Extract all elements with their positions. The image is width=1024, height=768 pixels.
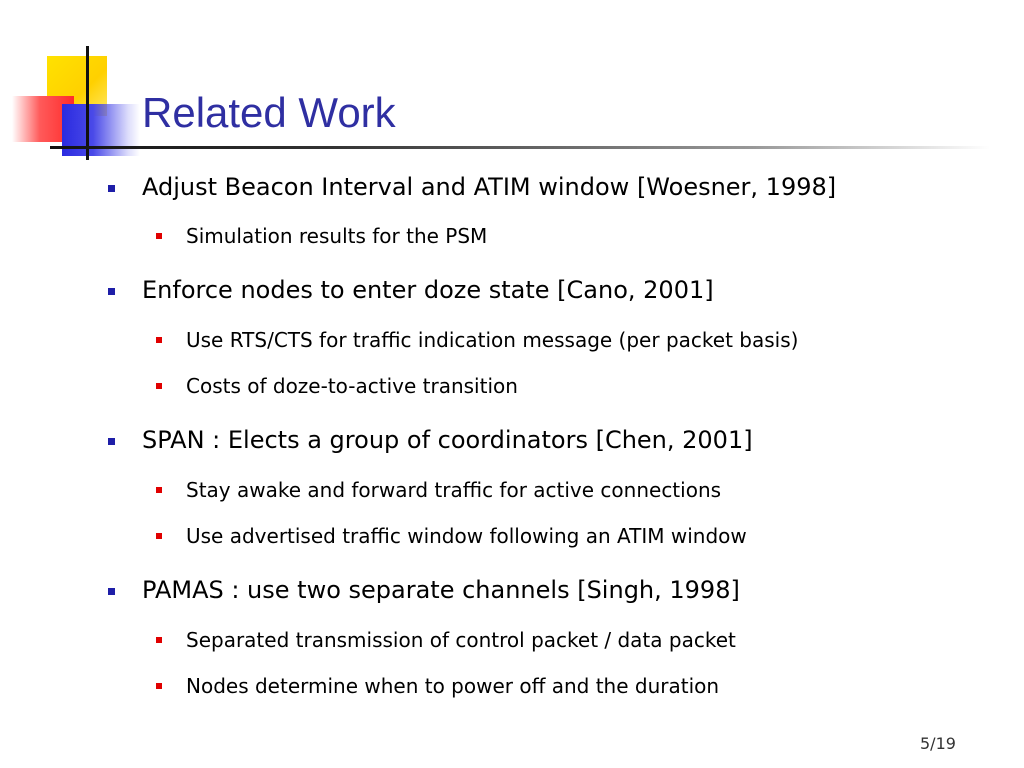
page-number: 5/19 xyxy=(920,734,956,753)
square-sub-bullet-icon xyxy=(156,233,162,239)
sub-bullet-item xyxy=(156,674,719,698)
sub-bullet-item xyxy=(156,328,798,352)
square-sub-bullet-icon xyxy=(156,637,162,643)
sub-bullet-text: Nodes determine when to power off and the duration xyxy=(186,674,720,698)
slide-title: Related Work xyxy=(142,89,396,136)
sub-bullet-text: Costs of doze-to-active transition xyxy=(186,374,518,398)
square-bullet-icon xyxy=(108,588,115,595)
vertical-line-decoration xyxy=(86,46,89,160)
bullet-text: Adjust Beacon Interval and ATIM window [Woesner, 1998] xyxy=(142,173,837,201)
bullet-item xyxy=(108,426,753,454)
bullet-text: Enforce nodes to enter doze state [Cano, 2001] xyxy=(142,276,714,304)
square-sub-bullet-icon xyxy=(156,383,162,389)
sub-bullet-item xyxy=(156,524,747,548)
square-bullet-icon xyxy=(108,185,115,192)
bullet-item xyxy=(108,173,836,201)
sub-bullet-text: Stay awake and forward traffic for active connections xyxy=(186,478,722,502)
bullet-text: PAMAS : use two separate channels [Singh, 1998] xyxy=(142,576,740,604)
square-bullet-icon xyxy=(108,288,115,295)
square-sub-bullet-icon xyxy=(156,683,162,689)
sub-bullet-text: Separated transmission of control packet / data packet xyxy=(186,628,736,652)
sub-bullet-item xyxy=(156,224,487,248)
square-sub-bullet-icon xyxy=(156,533,162,539)
sub-bullet-item xyxy=(156,628,736,652)
title-underline xyxy=(50,146,990,149)
square-sub-bullet-icon xyxy=(156,487,162,493)
sub-bullet-item xyxy=(156,374,518,398)
decorative-logo xyxy=(0,0,150,170)
square-sub-bullet-icon xyxy=(156,337,162,343)
sub-bullet-text: Use advertised traffic window following an ATIM window xyxy=(186,524,747,548)
square-bullet-icon xyxy=(108,438,115,445)
bullet-item xyxy=(108,576,740,604)
sub-bullet-text: Use RTS/CTS for traffic indication message (per packet basis) xyxy=(186,328,799,352)
sub-bullet-item xyxy=(156,478,721,502)
bullet-text: SPAN : Elects a group of coordinators [Chen, 2001] xyxy=(142,426,753,454)
bullet-item xyxy=(108,276,714,304)
sub-bullet-text: Simulation results for the PSM xyxy=(186,224,488,248)
